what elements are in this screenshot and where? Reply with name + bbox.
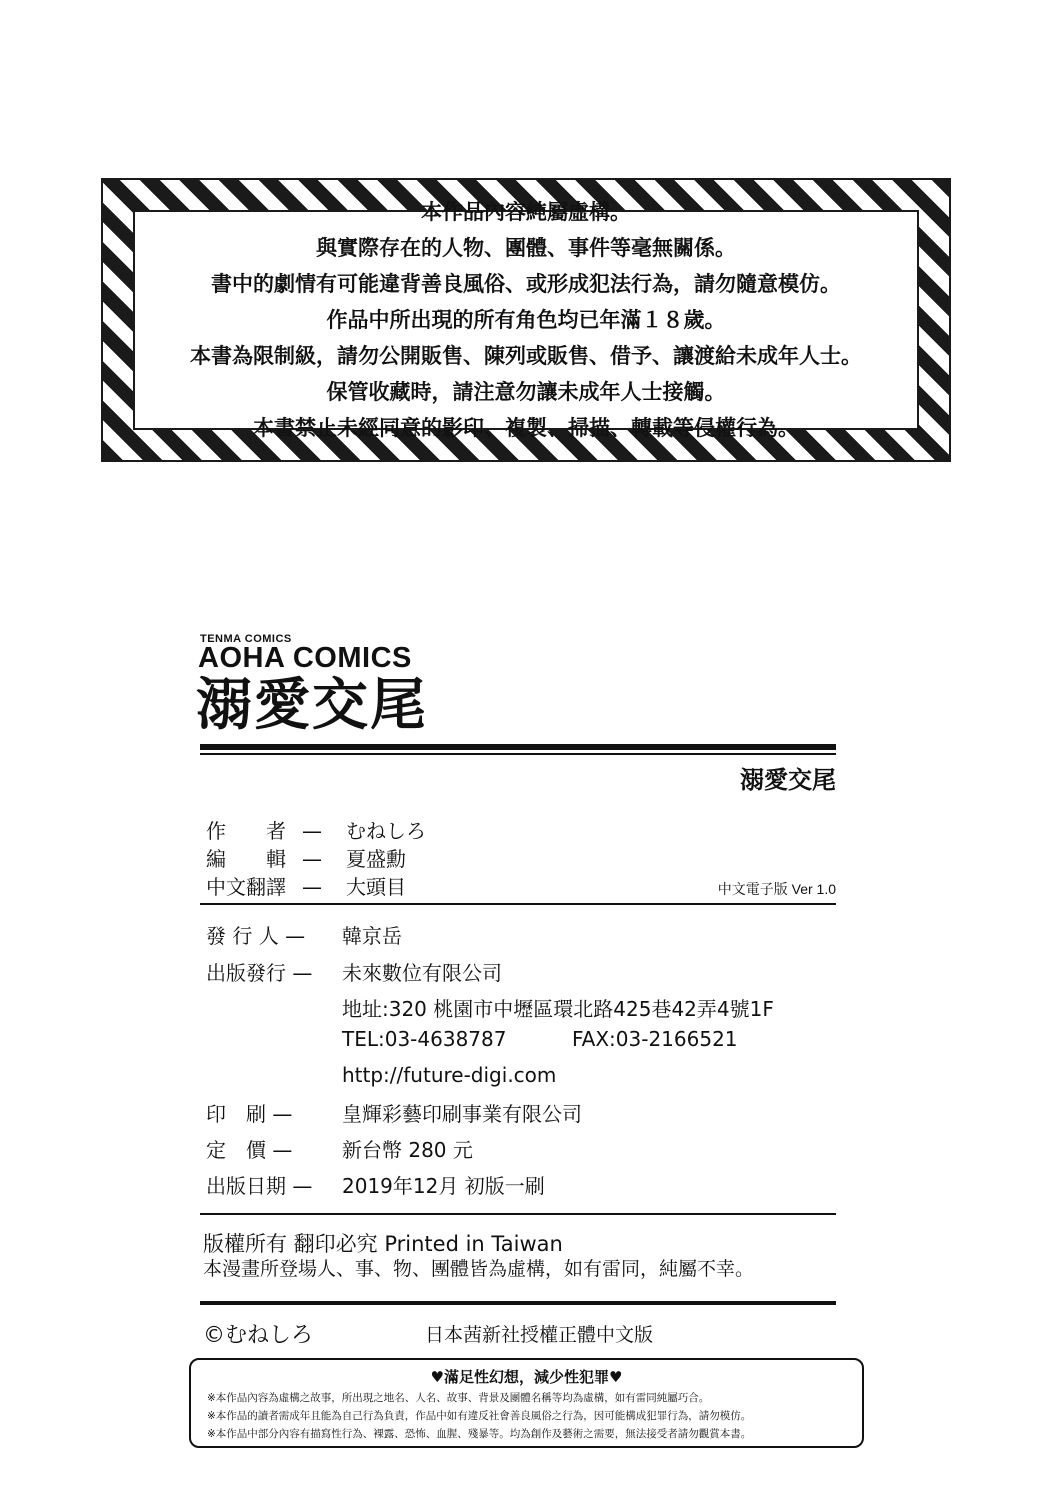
credit-value: 大頭目 xyxy=(346,875,406,899)
rights-line: 版權所有 翻印必究 Printed in Taiwan xyxy=(203,1232,563,1256)
warning-line: 本作品內容純屬虛構。 xyxy=(421,200,631,224)
notice-box xyxy=(189,1358,864,1448)
credit-row-editor xyxy=(206,843,406,872)
fax: FAX:03-2166521 xyxy=(572,1027,738,1051)
disclaimer-line: 本漫畫所登場人、事、物、團體皆為虛構，如有雷同，純屬不幸。 xyxy=(203,1258,755,1280)
printer-row xyxy=(206,1098,582,1127)
warning-line: 與實際存在的人物、團體、事件等毫無關係。 xyxy=(316,236,736,260)
warning-text-panel xyxy=(133,200,919,440)
issuer-label: 發 行 人 — xyxy=(206,924,306,948)
issuer-value: 韓京岳 xyxy=(342,924,402,948)
price-label: 定 價 — xyxy=(206,1138,293,1162)
date-row xyxy=(206,1170,545,1199)
book-title: 溺愛交尾 xyxy=(196,673,428,738)
warning-line: 本書禁止未經同意的影印、複製、掃描、轉載等侵權行為。 xyxy=(253,416,799,440)
credit-dash: — xyxy=(302,819,322,843)
book-subtitle: 溺愛交尾 xyxy=(740,766,836,794)
warning-line: 作品中所出現的所有角色均已年滿１８歲。 xyxy=(326,308,726,332)
date-label: 出版日期 — xyxy=(206,1174,313,1198)
publish-company: 未來數位有限公司 xyxy=(342,961,502,985)
printer-label: 印 刷 — xyxy=(206,1102,293,1126)
publish-row xyxy=(206,957,502,986)
heart-icon: ♥ xyxy=(430,1368,444,1386)
divider xyxy=(200,903,836,905)
warning-line: 書中的劇情有可能違背善良風俗、或形成犯法行為，請勿隨意模仿。 xyxy=(211,272,841,296)
credit-dash: — xyxy=(302,847,322,871)
divider xyxy=(200,753,836,755)
heart-icon: ♥ xyxy=(609,1368,623,1386)
license-notice: 日本茜新社授權正體中文版 xyxy=(425,1324,654,1346)
notice-line: ※本作品的讀者需成年且能為自己行為負責，作品中如有違反社會善良風俗之行為，因可能構成犯罪行為，請勿模仿。 xyxy=(207,1410,752,1422)
divider xyxy=(200,1301,836,1305)
notice-heading-text: 滿足性幻想，減少性犯罪 xyxy=(443,1368,609,1386)
credit-row-translator xyxy=(206,871,406,900)
warning-line: 保管收藏時，請注意勿讓未成年人士接觸。 xyxy=(326,380,726,404)
price-row xyxy=(206,1134,473,1163)
telephone: TEL:03-4638787 xyxy=(342,1027,507,1051)
address: 地址:320 桃園市中壢區環北路425巷42弄4號1F xyxy=(342,997,774,1021)
notice-line: ※本作品中部分內容有描寫性行為、裸露、恐怖、血腥、殘暴等。均為創作及藝術之需要，無法接受者請勿觀賞本書。 xyxy=(207,1428,752,1440)
credit-label: 中文翻譯 xyxy=(206,875,286,899)
credit-value: むねしろ xyxy=(346,819,426,843)
credit-label: 編 輯 xyxy=(206,847,286,871)
imprint-label: TENMA COMICS xyxy=(200,633,292,645)
credit-value: 夏盛勳 xyxy=(346,847,406,871)
copyright-notice: ©むねしろ xyxy=(203,1323,314,1348)
printer-value: 皇輝彩藝印刷事業有限公司 xyxy=(342,1102,582,1126)
issuer-row xyxy=(206,920,402,949)
warning-box xyxy=(101,178,951,462)
credit-dash: — xyxy=(302,875,322,899)
credit-row-author xyxy=(206,815,426,844)
divider xyxy=(200,744,836,750)
price-value: 新台幣 280 元 xyxy=(342,1138,473,1162)
divider xyxy=(200,1213,836,1215)
website-url: http://future-digi.com xyxy=(342,1063,557,1087)
version-label: 中文電子版 Ver 1.0 xyxy=(717,881,836,897)
notice-heading xyxy=(191,1366,862,1387)
warning-line: 本書為限制級，請勿公開販售、陳列或販售、借予、讓渡給未成年人士。 xyxy=(190,344,862,368)
publish-label: 出版發行 — xyxy=(206,961,313,985)
series-label: AOHA COMICS xyxy=(198,642,412,674)
credit-label: 作 者 xyxy=(206,819,286,843)
notice-line: ※本作品內容為虛構之故事，所出現之地名、人名、故事、背景及團體名稱等均為虛構，如有雷同純屬巧合。 xyxy=(207,1392,710,1404)
date-value: 2019年12月 初版一刷 xyxy=(342,1174,545,1198)
